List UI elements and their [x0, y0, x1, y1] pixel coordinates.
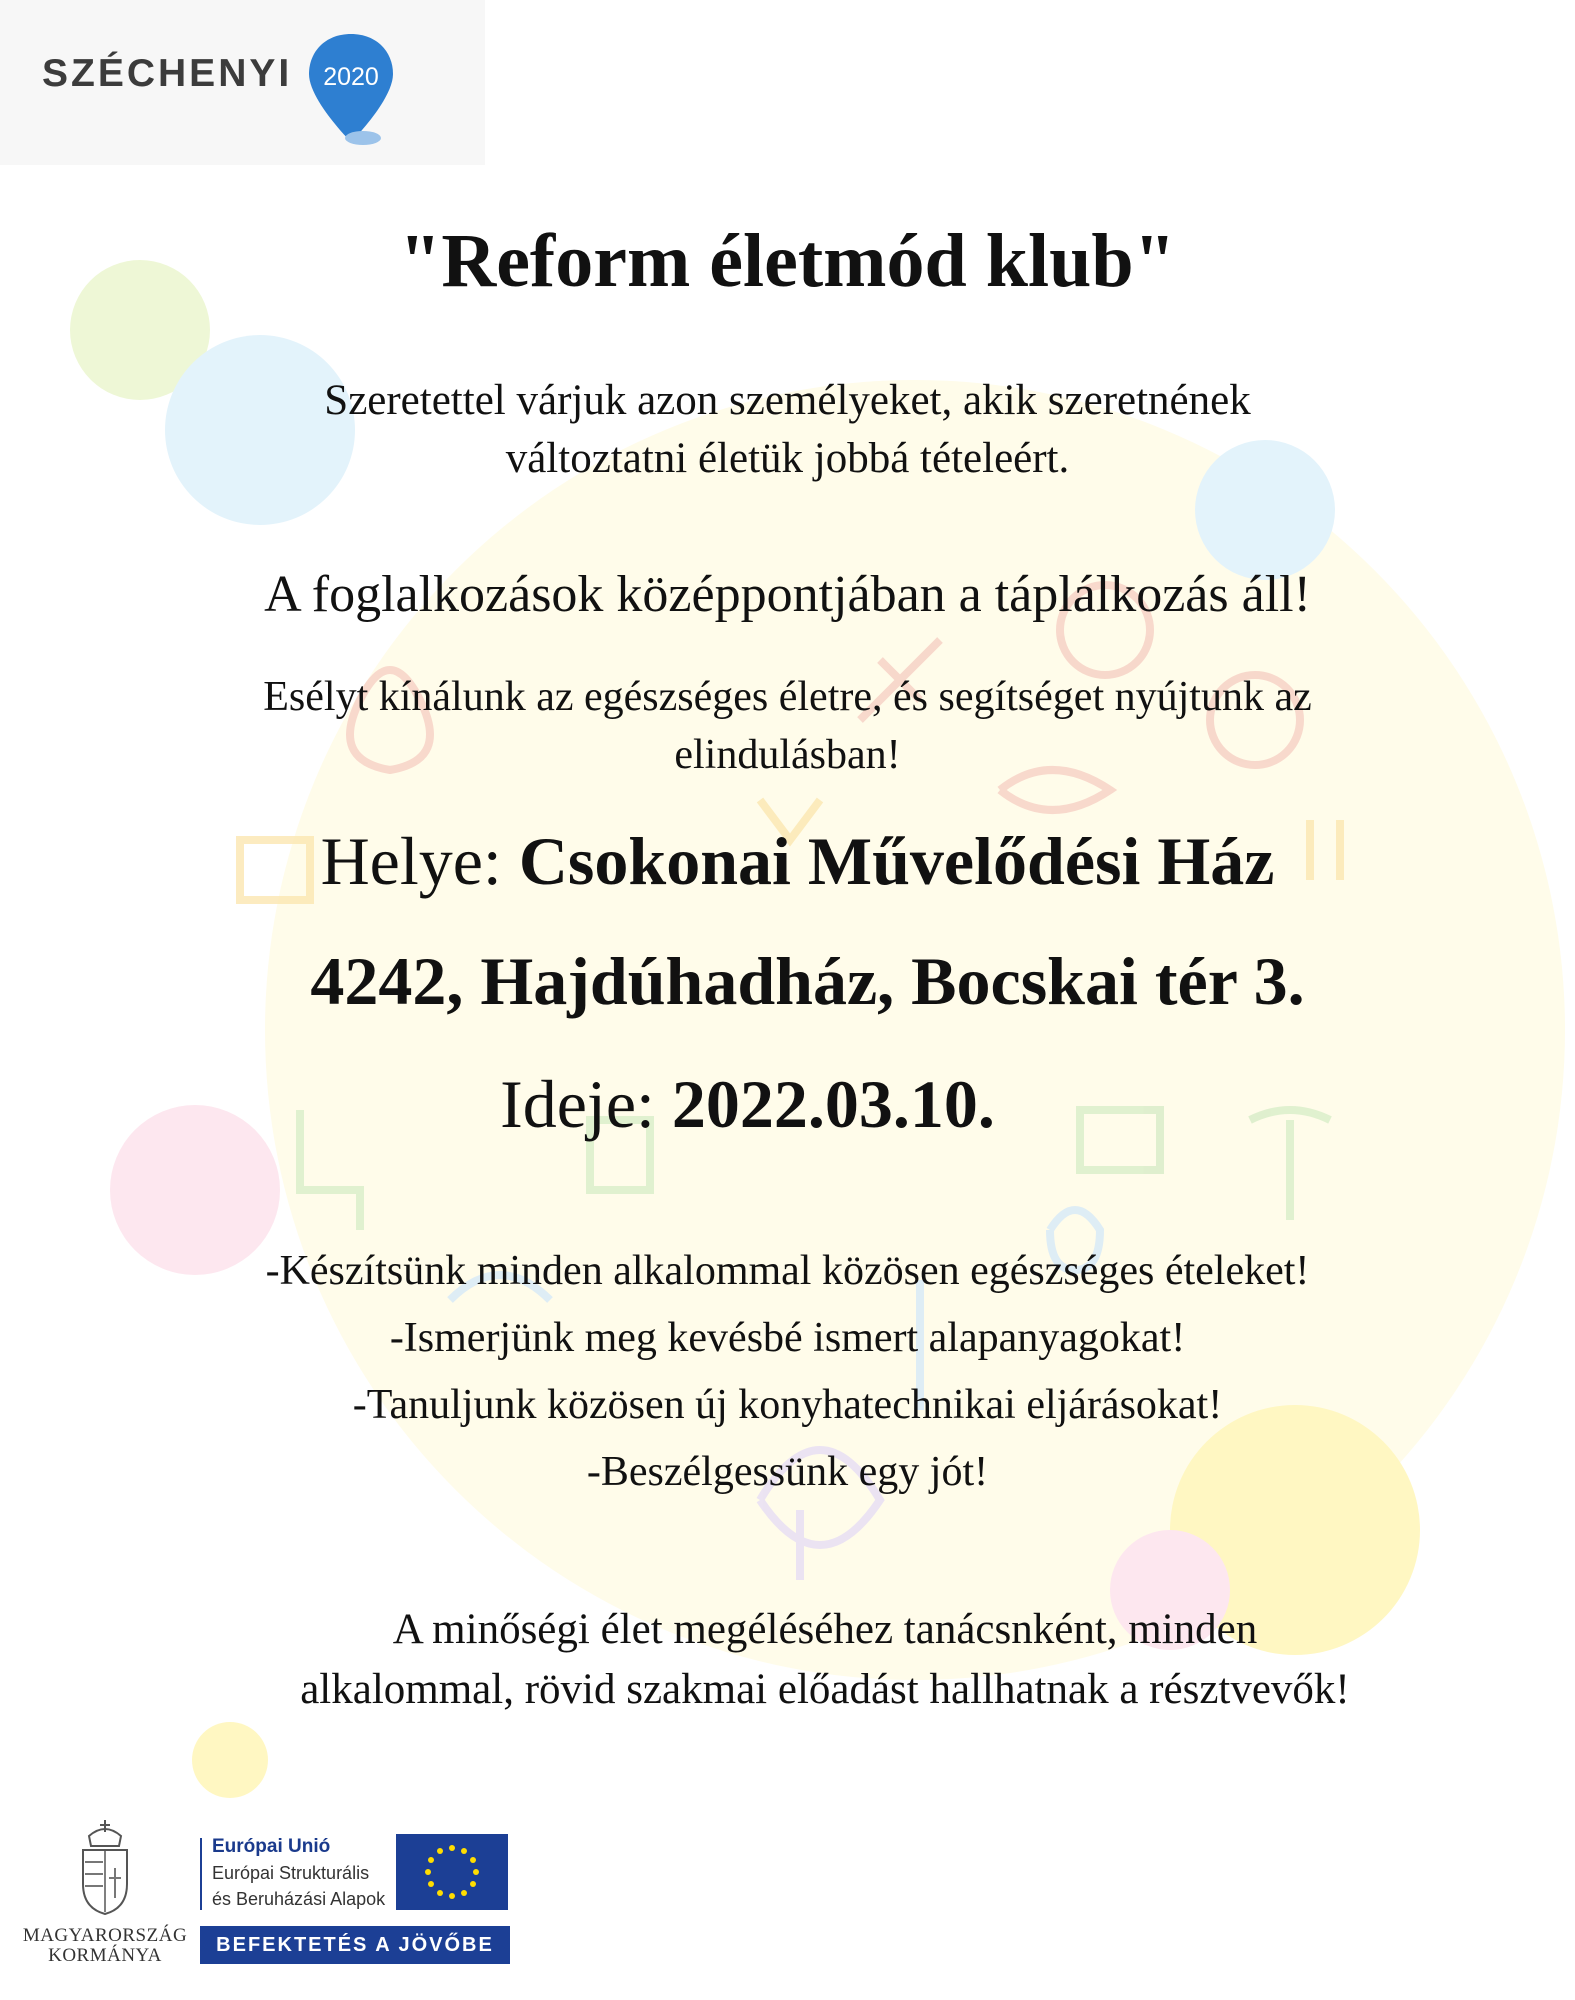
activity-item: -Beszélgessünk egy jót!	[586, 1449, 989, 1495]
offer-line-1: Esélyt kínálunk az egészséges életre, és segítséget nyújtunk az	[263, 674, 1312, 720]
offer-line-2: elindulásban!	[674, 732, 901, 778]
location-label: Helye:	[320, 823, 519, 899]
eu-flag-icon	[396, 1834, 508, 1910]
government-label	[20, 1926, 190, 1966]
activity-list	[0, 1238, 1575, 1506]
activity-item: -Készítsünk minden alkalommal közösen egészséges ételeket!	[265, 1248, 1310, 1294]
eu-line-1: Európai Strukturális	[212, 1863, 370, 1883]
eu-line-2: és Beruházási Alapok	[212, 1889, 386, 1909]
coat-of-arms-icon	[75, 1818, 135, 1918]
event-title: "Reform életmód klub"	[399, 219, 1176, 303]
location-name: Csokonai Művelődési Ház	[518, 823, 1275, 899]
activity-item: -Ismerjünk meg kevésbé ismert alapanyagokat!	[389, 1315, 1186, 1361]
eu-label	[212, 1834, 385, 1912]
szechenyi-logo-text: SZÉCHENYI	[42, 52, 293, 95]
map-pin-icon	[305, 30, 397, 150]
government-line-2: KORMÁNYA	[48, 1944, 162, 1966]
closing-line-2: alkalommal, rövid szakmai előadást hallhatnak a résztvevők!	[300, 1666, 1350, 1713]
eu-divider	[200, 1838, 202, 1910]
offer-text	[0, 668, 1575, 784]
background-yellow-circle-small	[192, 1722, 268, 1798]
closing-text	[0, 1600, 1575, 1720]
intro-text	[0, 372, 1575, 488]
closing-line-1: A minőségi élet megéléséhez tanácsnként, minden	[392, 1606, 1258, 1653]
investment-banner: BEFEKTETÉS A JÖVŐBE	[200, 1926, 510, 1964]
time-label: Ideje:	[500, 1066, 672, 1142]
intro-line-1: Szeretettel várjuk azon személyeket, akik szeretnének	[324, 377, 1251, 424]
location-line	[0, 822, 1575, 901]
intro-line-2: változtatni életük jobbá tételeért.	[505, 435, 1070, 482]
government-line-1: MAGYARORSZÁG	[22, 1925, 188, 1946]
location-address: 4242, Hajdúhadház, Bocskai tér 3.	[310, 943, 1305, 1019]
time-line	[0, 1065, 1575, 1144]
activity-item: -Tanuljunk közösen új konyhatechnikai eljárásokat!	[352, 1382, 1223, 1428]
eu-title: Európai Unió	[212, 1836, 331, 1857]
time-date: 2022.03.10.	[671, 1066, 995, 1142]
logo-year: 2020	[323, 63, 379, 91]
focus-heading: A foglalkozások középpontjában a táplálkozás áll!	[264, 566, 1311, 623]
